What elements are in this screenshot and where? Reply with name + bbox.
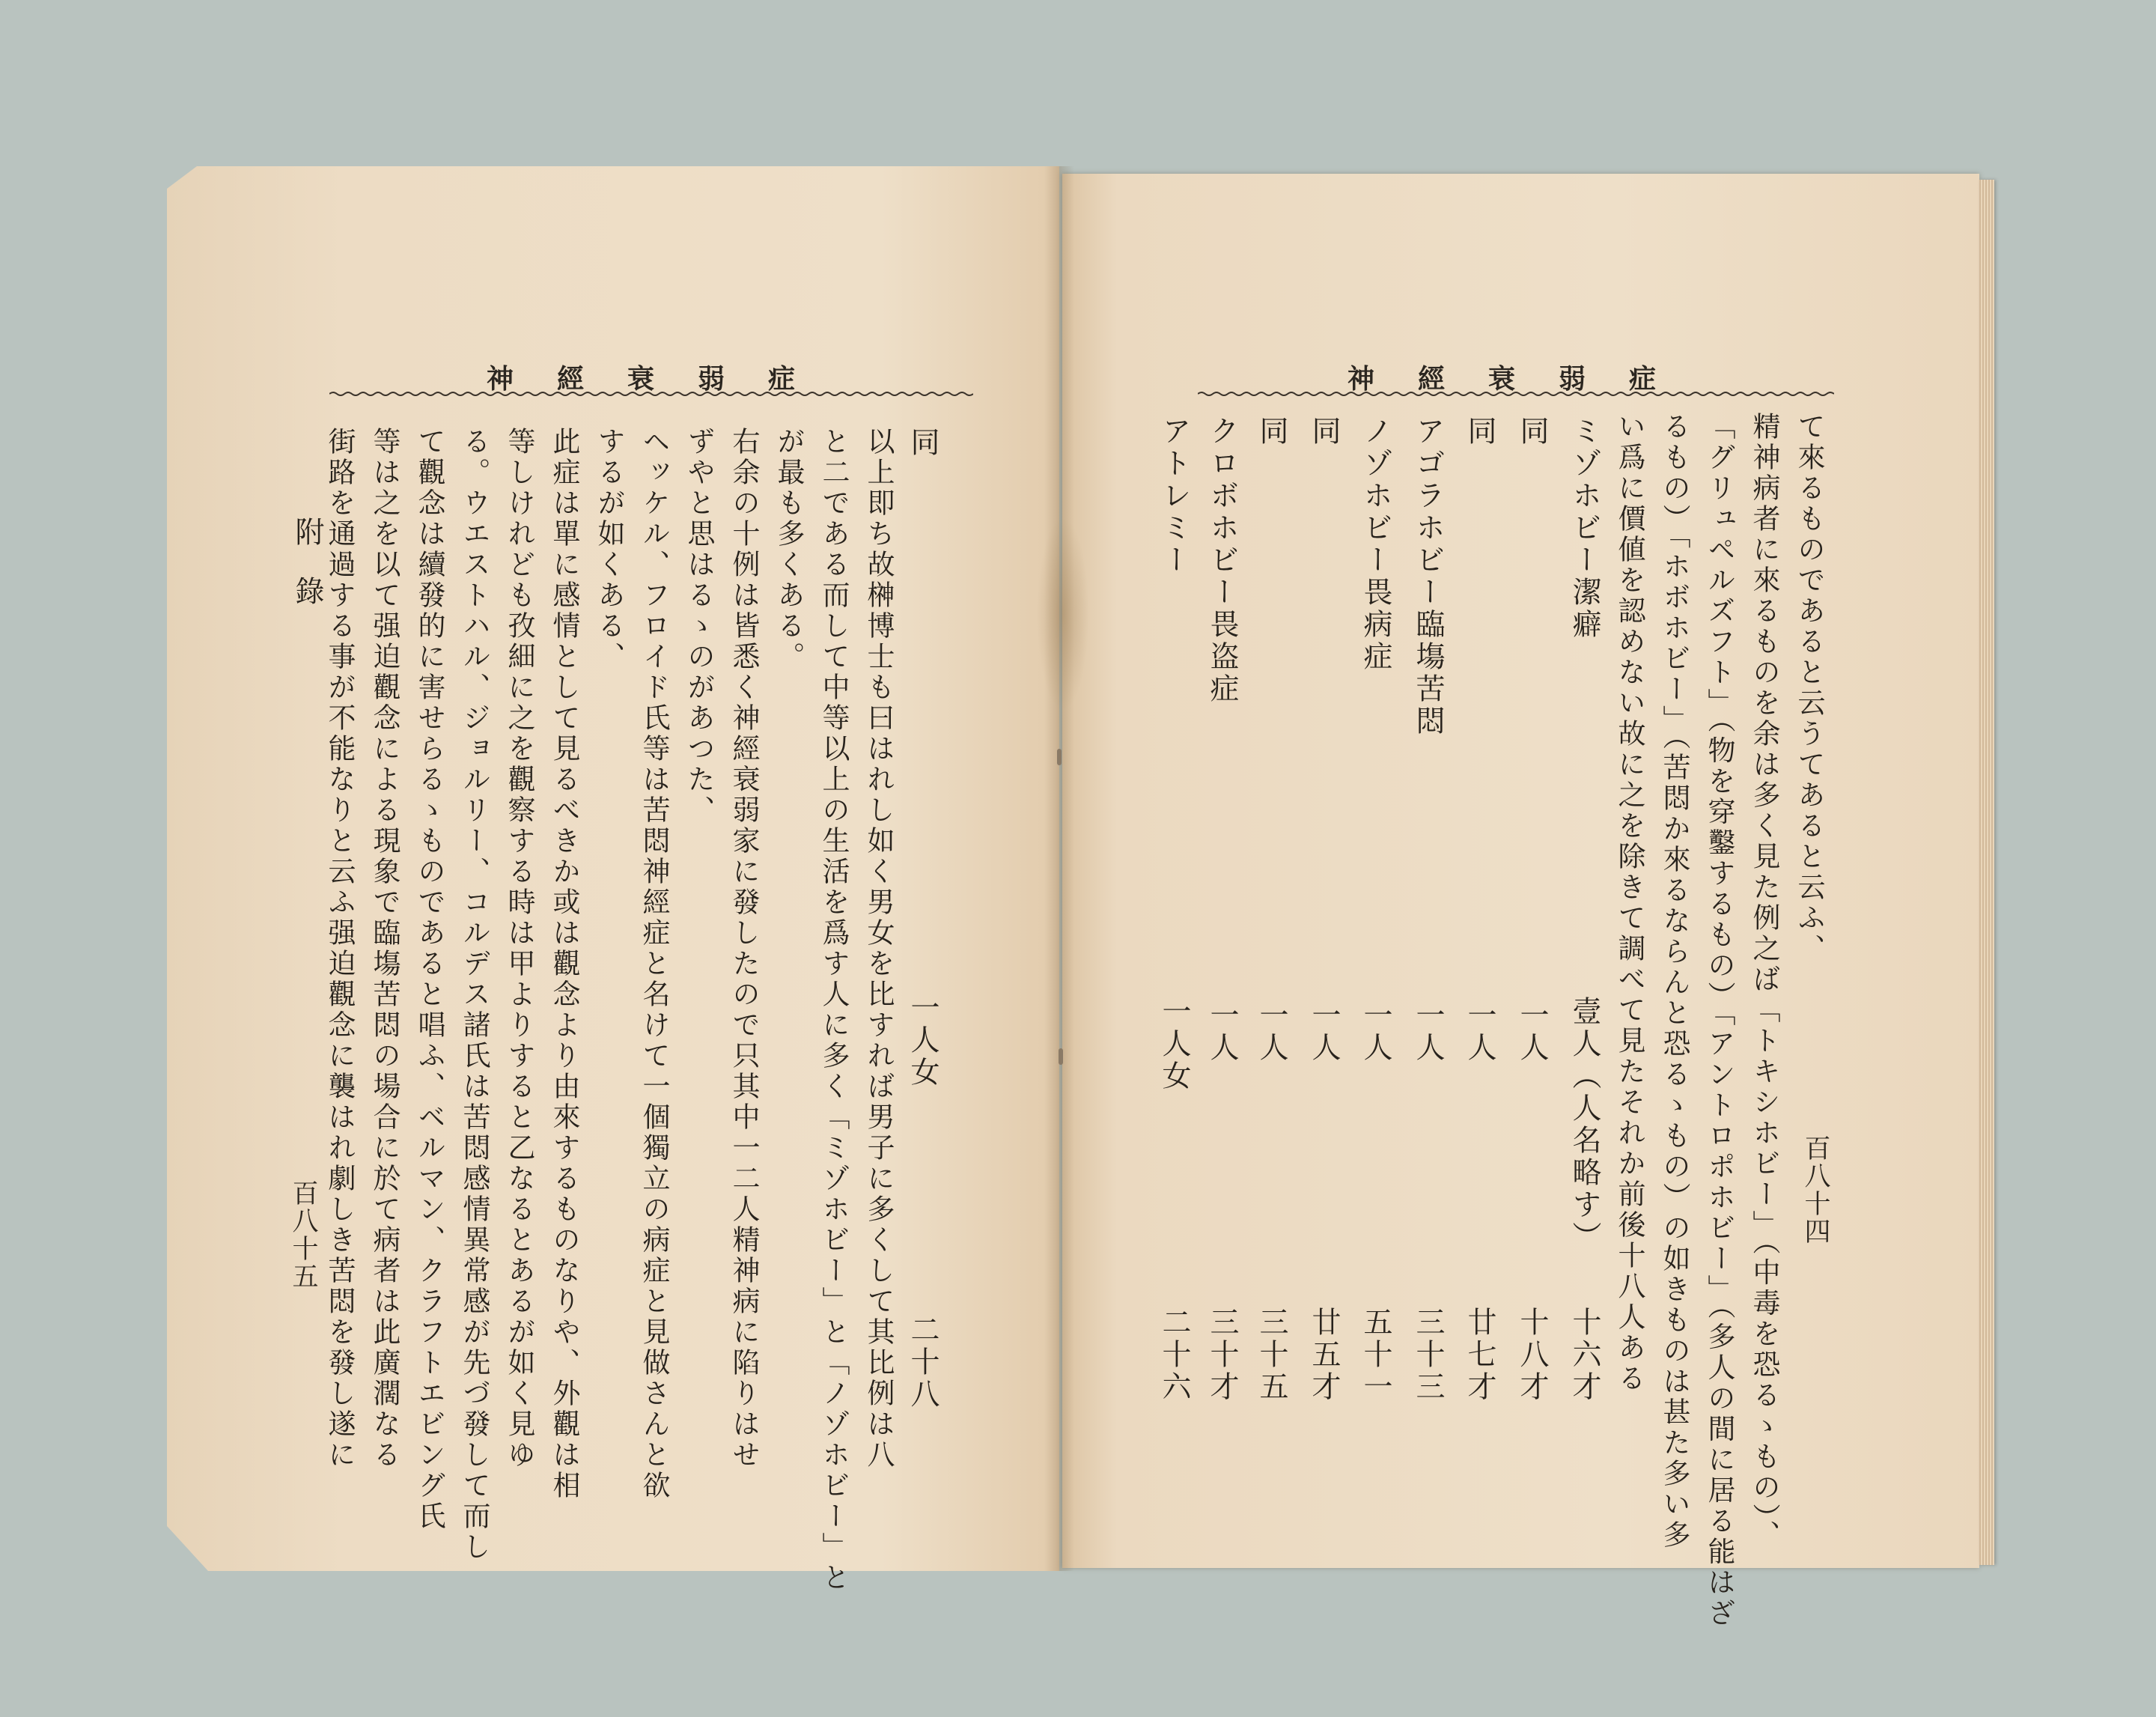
text-column: 此症は單に感情として見るべきか或は觀念より由來するものなりや、外觀は相	[548, 427, 580, 1501]
text-column: が最も多くある。	[773, 427, 805, 672]
text-column: 精神病者に來るものを余は多く見た例之ば「トキシホビー」（中毒を恐るゝもの）、	[1748, 412, 1780, 1551]
right-page-number: 百八十四	[1800, 1134, 1830, 1245]
text-column: 「グリュペルズフト」（物を穿鑿するもの）「アントロポホビー」（多人の間に居る能はざ	[1703, 412, 1735, 1629]
text-column: ヘッケル、フロイド氏等は苦悶神經症と名けて一個獨立の病症と見做さんと欲	[638, 427, 670, 1501]
entry-count: 壹人（人名略す）	[1568, 996, 1601, 1253]
left-header-rule	[329, 391, 973, 397]
entry-label: アトレミー	[1157, 416, 1191, 577]
entry-count: 一人	[1463, 1000, 1496, 1064]
entry-label: 同	[1515, 416, 1549, 448]
right-header-rule	[1198, 391, 1834, 397]
entry-label: 同	[1463, 416, 1496, 448]
entry-label: 同	[1307, 416, 1341, 448]
entry-count: 一人	[1307, 1000, 1341, 1064]
text-column: て觀念は續發的に害せらるゝものであると唱ふ、ベルマン、クラフトエビング氏	[413, 427, 445, 1532]
entry-count: 一人	[1515, 1000, 1549, 1064]
binding-stitch	[1057, 749, 1062, 765]
entry-label: ミゾホビー潔癖	[1568, 416, 1601, 641]
entry-age: 廿五才	[1307, 1307, 1341, 1403]
entry-count: 一人	[1359, 1000, 1392, 1064]
left-page-header: 神經衰弱症	[487, 363, 839, 395]
entry-label: アゴラホビー臨塲苦悶	[1411, 416, 1445, 738]
text-column: 右余の十例は皆悉く神經衰弱家に發したので只其中一二人精神病に陷りはせ	[728, 427, 760, 1471]
text-column: ずやと思はるゝのがあつた、	[683, 427, 715, 826]
entry-count: 一人女	[906, 992, 940, 1089]
text-column: て來るものであると云うてあると云ふ、	[1793, 412, 1825, 964]
entry-label: 同	[1255, 416, 1288, 448]
entry-label: ノゾホビー畏病症	[1359, 416, 1392, 673]
entry-age: 十八才	[1515, 1307, 1549, 1403]
text-column: る。ウエストハル、ジョルリー、コルデス諸氏は苦悶感情異常感が先づ發して而し	[458, 427, 490, 1563]
entry-age: 五十一	[1359, 1307, 1392, 1403]
text-column: 等は之を以て强迫觀念による現象で臨塲苦悶の場合に於て病者は此廣濶なる	[368, 427, 401, 1471]
entry-label: クロボホビー畏盗症	[1205, 416, 1239, 705]
entry-count: 一人	[1411, 1000, 1445, 1064]
footer-label: 附錄	[290, 517, 324, 635]
entry-age: 三十才	[1205, 1307, 1239, 1403]
text-column: 等しけれども孜細に之を觀察する時は甲よりすると乙なるとあるが如く見ゆ	[503, 427, 535, 1471]
entry-age: 廿七才	[1463, 1307, 1496, 1403]
right-page-header: 神經衰弱症	[1348, 363, 1700, 395]
entry-age: 二十六	[1157, 1307, 1191, 1403]
entry-age: 三十五	[1255, 1307, 1288, 1403]
text-column: い爲に價値を認めない故に之を除きて調べて見たそれか前後十八人ある	[1613, 412, 1645, 1394]
entry-count: 一人	[1205, 1000, 1239, 1064]
page-edges	[1979, 180, 1994, 1565]
entry-count: 一人	[1255, 1000, 1288, 1064]
entry-age: 二十八	[906, 1314, 940, 1411]
paper-stain	[1037, 517, 1089, 711]
text-column: 以上即ち故榊博士も曰はれし如く男女を比すれば男子に多くして其比例は八	[862, 427, 895, 1471]
binding-stitch	[1059, 1048, 1063, 1065]
text-column: 街路を通過する事が不能なりと云ふ强迫觀念に襲はれ劇しき苦悶を發し遂に	[323, 427, 356, 1471]
entry-label: 同	[906, 427, 940, 459]
left-page-number: 百八十五	[288, 1179, 318, 1290]
entry-age: 十六才	[1568, 1307, 1601, 1403]
entry-age: 三十三	[1411, 1307, 1445, 1403]
book-gutter	[1044, 166, 1074, 1571]
entry-count: 一人女	[1157, 996, 1191, 1093]
text-column: るもの）「ホボホビー」（苦悶か來るならんと恐るゝもの）の如きものは甚た多い多	[1658, 412, 1690, 1551]
text-column: するが如くある、	[593, 427, 625, 672]
text-column: と二である而して中等以上の生活を爲す人に多く「ミゾホビー」と「ノゾホビー」と	[817, 427, 850, 1593]
